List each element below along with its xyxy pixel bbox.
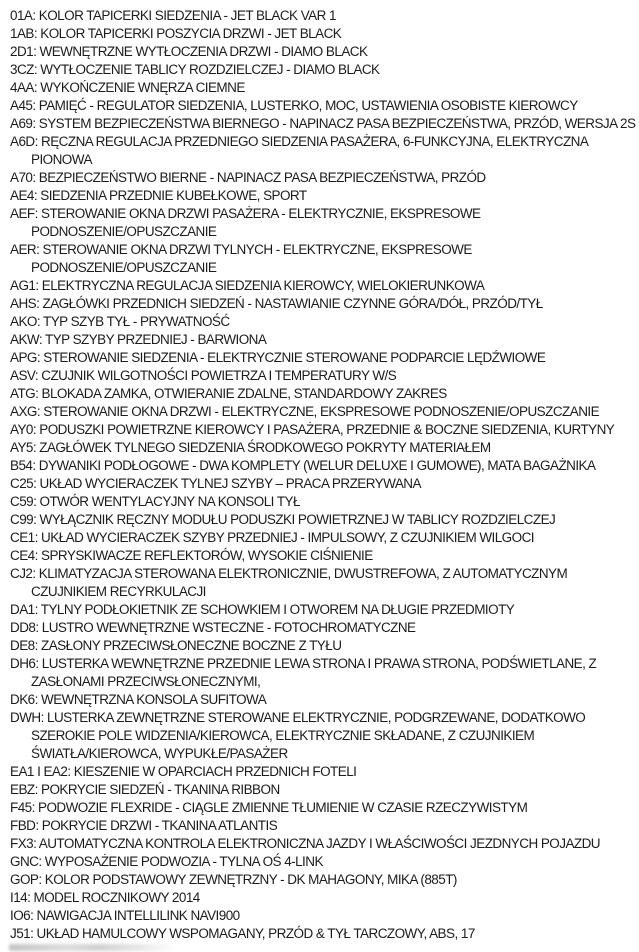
code-line: FBD: POKRYCIE DRZWI - TKANINA ATLANTIS bbox=[10, 818, 278, 833]
code-line: AXG: STEROWANIE OKNA DRZWI - ELEKTRYCZNE, EKSPRESOWE PODNOSZENIE/OPUSZCZANIE bbox=[10, 404, 600, 419]
code-line: APG: STEROWANIE SIEDZENIA - ELEKTRYCZNIE STEROWANE PODPARCIE LĘDŹWIOWE bbox=[10, 350, 546, 365]
code-line: AKO: TYP SZYB TYŁ - PRYWATNOŚĆ bbox=[10, 314, 230, 329]
code-line: C99: WYŁĄCZNIK RĘCZNY MODUŁU PODUSZKI POWIETRZNEJ W TABLICY ROZDZIELCZEJ bbox=[10, 512, 556, 527]
options-list bbox=[10, 7, 639, 943]
code-line: 1AB: KOLOR TAPICERKI POSZYCIA DRZWI - JET BLACK bbox=[10, 26, 342, 41]
code-line: CJ2: KLIMATYZACJA STEROWANA ELEKTRONICZNIE, DWUSTREFOWA, Z AUTOMATYCZNYM bbox=[10, 566, 568, 581]
code-line: DK6: WEWNĘTRZNA KONSOLA SUFITOWA bbox=[10, 692, 267, 707]
code-line: AY5: ZAGŁÓWEK TYLNEGO SIEDZENIA ŚRODKOWEGO POKRYTY MATERIAŁEM bbox=[10, 440, 491, 455]
code-line: AER: STEROWANIE OKNA DRZWI TYLNYCH - ELEKTRYCZNE, EKSPRESOWE bbox=[10, 242, 472, 257]
code-line: PODNOSZENIE/OPUSZCZANIE bbox=[31, 224, 217, 239]
code-line: A69: SYSTEM BEZPIECZEŃSTWA BIERNEGO - NAPINACZ PASA BEZPIECZEŃSTWA, PRZÓD, WERSJA 2S bbox=[10, 116, 636, 131]
code-line: A6D: RĘCZNA REGULACJA PRZEDNIEGO SIEDZENIA PASAŻERA, 6-FUNKCYJNA, ELEKTRYCZNA bbox=[10, 134, 589, 149]
code-line: A45: PAMIĘĆ - REGULATOR SIEDZENIA, LUSTERKO, MOC, USTAWIENIA OSOBISTE KIEROWCY bbox=[10, 98, 578, 113]
code-line: SZEROKIE POLE WIDZENIA/KIEROWCA, ELEKTRYCZNIE SKŁADANE, Z CZUJNIKIEM bbox=[31, 728, 535, 743]
code-line: I14: MODEL ROCZNIKOWY 2014 bbox=[10, 890, 200, 905]
code-line: AE4: SIEDZENIA PRZEDNIE KUBEŁKOWE, SPORT bbox=[10, 188, 307, 203]
code-line: AY0: PODUSZKI POWIETRZNE KIEROWCY I PASAŻERA, PRZEDNIE & BOCZNE SIEDZENIA, KURTYNY bbox=[10, 422, 615, 437]
code-line: DH6: LUSTERKA WEWNĘTRZNE PRZEDNIE LEWA STRONA I PRAWA STRONA, PODŚWIETLANE, Z bbox=[10, 656, 597, 671]
code-line: C25: UKŁAD WYCIERACZEK TYLNEJ SZYBY – PRACA PRZERYWANA bbox=[10, 476, 421, 491]
clipped-next-line-artifact bbox=[9, 944, 175, 951]
code-line: AHS: ZAGŁÓWKI PRZEDNICH SIEDZEŃ - NASTAWIANIE CZYNNE GÓRA/DÓŁ, PRZÓD/TYŁ bbox=[10, 296, 543, 311]
code-line: DWH: LUSTERKA ZEWNĘTRZNE STEROWANE ELEKTRYCZNIE, PODGRZEWANE, DODATKOWO bbox=[10, 710, 586, 725]
code-line: PODNOSZENIE/OPUSZCZANIE bbox=[31, 260, 217, 275]
code-line: 01A: KOLOR TAPICERKI SIEDZENIA - JET BLACK VAR 1 bbox=[10, 8, 336, 23]
code-line: FX3: AUTOMATYCZNA KONTROLA ELEKTRONICZNA JAZDY I WŁAŚCIWOŚCI JEZDNYCH POJAZDU bbox=[10, 836, 600, 851]
code-line: CE4: SPRYSKIWACZE REFLEKTORÓW, WYSOKIE CIŚNIENIE bbox=[10, 548, 373, 563]
code-line: ATG: BLOKADA ZAMKA, OTWIERANIE ZDALNE, STANDARDOWY ZAKRES bbox=[10, 386, 447, 401]
code-line: F45: PODWOZIE FLEXRIDE - CIĄGLE ZMIENNE TŁUMIENIE W CZASIE RZECZYWISTYM bbox=[10, 800, 528, 815]
code-line: C59: OTWÓR WENTYLACYJNY NA KONSOLI TYŁ bbox=[10, 494, 300, 509]
code-line: AEF: STEROWANIE OKNA DRZWI PASAŻERA - ELEKTRYCZNIE, EKSPRESOWE bbox=[10, 206, 481, 221]
code-line: AG1: ELEKTRYCZNA REGULACJA SIEDZENIA KIEROWCY, WIELOKIERUNKOWA bbox=[10, 278, 485, 293]
code-line: EA1 I EA2: KIESZENIE W OPARCIACH PRZEDNICH FOTELI bbox=[10, 764, 357, 779]
code-line: ZASŁONAMI PRZECIWSŁONECZNYMI, bbox=[31, 674, 261, 689]
code-line: 2D1: WEWNĘTRZNE WYTŁOCZENIA DRZWI - DIAMO BLACK bbox=[10, 44, 368, 59]
code-line: DE8: ZASŁONY PRZECIWSŁONECZNE BOCZNE Z TYŁU bbox=[10, 638, 342, 653]
code-line: 4AA: WYKOŃCZENIE WNĘRZA CIEMNE bbox=[10, 80, 245, 95]
code-line: DD8: LUSTRO WEWNĘTRZNE WSTECZNE - FOTOCHROMATYCZNE bbox=[10, 620, 416, 635]
code-line: EBZ: POKRYCIE SIEDZEŃ - TKANINA RIBBON bbox=[10, 782, 280, 797]
code-line: DA1: TYLNY PODŁOKIETNIK ZE SCHOWKIEM I OTWOREM NA DŁUGIE PRZEDMIOTY bbox=[10, 602, 515, 617]
code-line: 3CZ: WYTŁOCZENIE TABLICY ROZDZIELCZEJ - DIAMO BLACK bbox=[10, 62, 380, 77]
code-line: A70: BEZPIECZEŃSTWO BIERNE - NAPINACZ PASA BEZPIECZEŃSTWA, PRZÓD bbox=[10, 170, 486, 185]
code-line: GNC: WYPOSAŻENIE PODWOZIA - TYLNA OŚ 4-LINK bbox=[10, 854, 323, 869]
code-line: CE1: UKŁAD WYCIERACZEK SZYBY PRZEDNIEJ - IMPULSOWY, Z CZUJNIKIEM WILGOCI bbox=[10, 530, 534, 545]
code-line: B54: DYWANIKI PODŁOGOWE - DWA KOMPLETY (WELUR DELUXE I GUMOWE), MATA BAGAŻNIKA bbox=[10, 458, 596, 473]
code-line: PIONOWA bbox=[31, 152, 92, 167]
code-line: IO6: NAWIGACJA INTELLILINK NAVI900 bbox=[10, 908, 240, 923]
code-line: ASV: CZUJNIK WILGOTNOŚCI POWIETRZA I TEMPERATURY W/S bbox=[10, 368, 397, 383]
code-line: GOP: KOLOR PODSTAWOWY ZEWNĘTRZNY - DK MAHAGONY, MIKA (885T) bbox=[10, 872, 457, 887]
code-line: J51: UKŁAD HAMULCOWY WSPOMAGANY, PRZÓD & TYŁ TARCZOWY, ABS, 17 bbox=[10, 926, 475, 941]
code-line: CZUJNIKIEM RECYRKULACJI bbox=[31, 584, 206, 599]
code-line: AKW: TYP SZYBY PRZEDNIEJ - BARWIONA bbox=[10, 332, 267, 347]
code-line: ŚWIATŁA/KIEROWCA, WYPUKŁE/PASAŻER bbox=[31, 746, 288, 761]
